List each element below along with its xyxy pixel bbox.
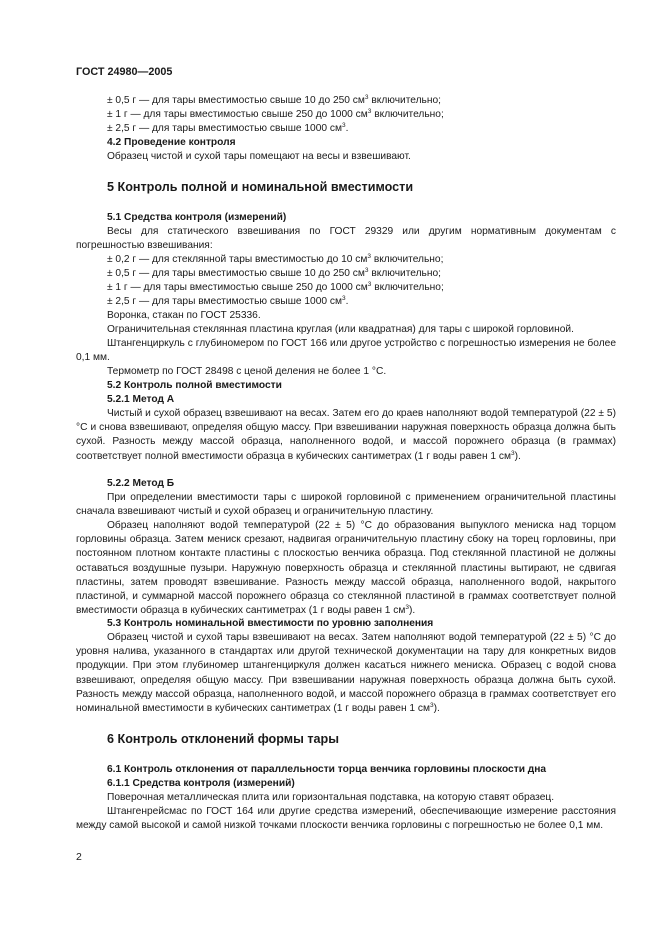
tolerance-line: ± 2,5 г — для тары вместимостью свыше 1000 $см^3$.: [107, 122, 349, 134]
paragraph: Термометр по ГОСТ 28498 с ценой деления не более 1 °С.: [107, 366, 387, 377]
paragraph: Поверочная металлическая плита или горизонтальная подставка, на которую ставят образец.: [107, 792, 555, 803]
tolerance-line: ± 1 г — для тары вместимостью свыше 250 до 1000 $см^3$ включительно;: [107, 281, 444, 293]
subsection-heading: 5.2.1 Метод А: [107, 394, 175, 405]
paragraph: Ограничительная стеклянная пластина круглая (или квадратная) для тары с широкой горловиной.: [107, 324, 574, 335]
paragraph: Образец наполняют водой температурой (22 ± 5) °С до образования выпуклого мениска над торцом горловины образца. Затем мениск срезают, надвигая ограничительную пластину сбоку на торец горловины, при постоянном плотном контакте пластины с плоскостью венчика образца. Под стеклянной пластиной не должны оставаться воздушные пузыри. Наружную поверхность образца и стеклянной пластины вытирают, не сдвигая пластины, затем проводят взвешивание. Разность между массой образца, наполненного водой, накрытого пластиной, и суммарной массой порожнего образца со стеклянной пластиной в граммах соответствует полной вместимости образца в кубических сантиметрах (1 г воды равен 1 $см^3$).: [76, 520, 616, 617]
subsection-heading: 6.1 Контроль отклонения от параллельности торца венчика горловины плоскости дна: [107, 764, 547, 775]
subsection-heading: 4.2 Проведение контроля: [107, 137, 236, 148]
paragraph: Весы для статического взвешивания по ГОСТ 29329 или другим нормативным документам с погрешностью взвешивания:: [76, 226, 616, 252]
subsection-heading: 5.3 Контроль номинальной вместимости по уровню заполнения: [107, 618, 434, 629]
subsection-heading: 6.1.1 Средства контроля (измерений): [107, 778, 295, 789]
tolerance-line: ± 1 г — для тары вместимостью свыше 250 до 1000 $см^3$ включительно;: [107, 108, 444, 120]
page-header: ГОСТ 24980—2005: [76, 66, 173, 78]
paragraph: При определении вместимости тары с широкой горловиной с применением ограничительной пластины сначала взвешивают чистый и сухой образец и ограничительную пластину.: [76, 492, 616, 518]
paragraph: Образец чистой и сухой тары помещают на весы и взвешивают.: [107, 151, 411, 162]
tolerance-line: ± 2,5 г — для тары вместимостью свыше 1000 $см^3$.: [107, 295, 349, 307]
tolerance-line: ± 0,5 г — для тары вместимостью свыше 10 до 250 $см^3$ включительно;: [107, 94, 441, 106]
subsection-heading: 5.1 Средства контроля (измерений): [107, 212, 287, 223]
subsection-heading: 5.2 Контроль полной вместимости: [107, 380, 282, 391]
subsection-heading: 5.2.2 Метод Б: [107, 478, 175, 489]
tolerance-line: ± 0,5 г — для тары вместимостью свыше 10 до 250 $см^3$ включительно;: [107, 267, 441, 279]
paragraph: Воронка, стакан по ГОСТ 25336.: [107, 310, 261, 321]
paragraph: Чистый и сухой образец взвешивают на весах. Затем его до краев наполняют водой температурой (22 ± 5) °С и снова взвешивают, определяя общую массу. При взвешивании наружная поверхность образца должна быть сухой. Разность между массой образца, наполненного водой, и массой порожнего образца (в граммах) соответствует полной вместимости образца в кубических сантиметрах (1 г воды равен 1 $см^3$).: [76, 408, 616, 462]
paragraph: Образец чистой и сухой тары взвешивают на весах. Затем наполняют водой температурой (22 ± 5) °С до уровня налива, указанного в стандартах или другой технической документации на тару для конкретных видов продукции. При этом глубиномер штангенциркуля должен касаться нижнего мениска. Образец с водой снова взвешивают, определяя общую массу. При взвешивании наружная поверхность образца должна быть сухой. Разность между массой образца, наполненного водой, и массой порожнего образца в граммах соответствует его номинальной вместимости в кубических сантиметрах (1 г воды равен 1 $см^3$).: [76, 632, 616, 715]
paragraph: Штангенциркуль с глубиномером по ГОСТ 166 или другое устройство с погрешностью измерения не более 0,1 мм.: [76, 338, 616, 364]
tolerance-line: ± 0,2 г — для стеклянной тары вместимостью до 10 $см^3$ включительно;: [107, 253, 444, 265]
paragraph: Штангенрейсмас по ГОСТ 164 или другие средства измерений, обеспечивающие измерение расстояния между самой высокой и самой низкой точками плоскости венчика горловины с погрешностью не более 0,1 мм.: [76, 806, 616, 832]
page-number: 2: [76, 851, 82, 863]
section-heading: 5 Контроль полной и номинальной вместимости: [107, 180, 414, 194]
section-heading: 6 Контроль отклонений формы тары: [107, 732, 339, 746]
